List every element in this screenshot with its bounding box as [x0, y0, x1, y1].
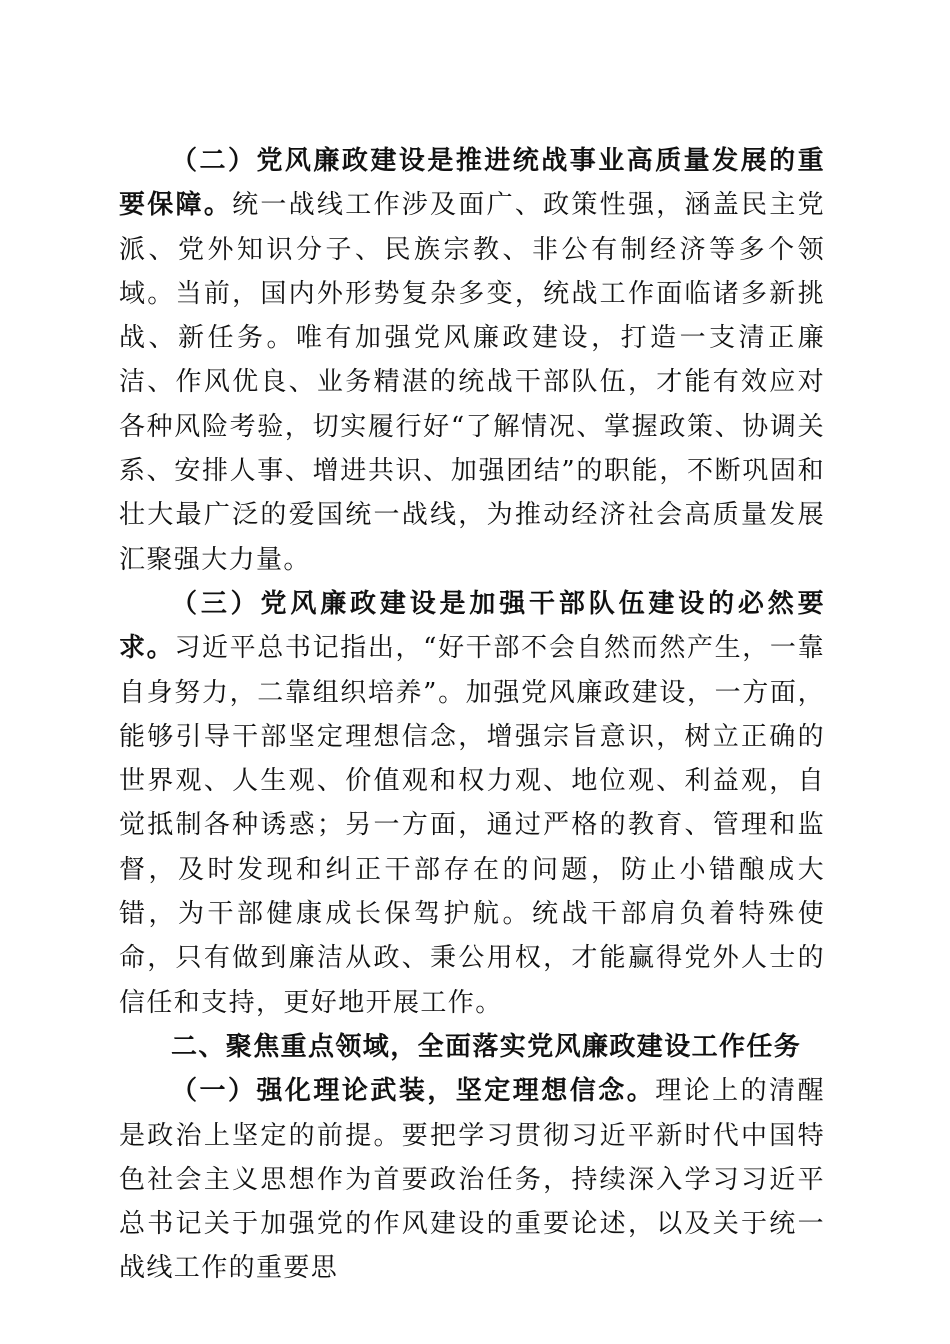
- paragraph-party-conduct-united-front: [119, 139, 825, 582]
- paragraph-cadre-team-building: [119, 582, 825, 1025]
- paragraph-lead-2: （二）党风廉政建设是推进统战事业高质量发展的重要保障。: [119, 146, 825, 221]
- section-heading-2: 二、聚焦重点领域，全面落实党风廉政建设工作任务: [171, 1031, 802, 1062]
- document-body: [119, 139, 825, 1291]
- paragraph-text: 习近平总书记指出，“好干部不会自然而然产生，一靠自身努力，二靠组织培养”。加强党风廉政建设，一方面，能够引导干部坚定理想信念，增强宗旨意识，树立正确的世界观、人生观、价值观和权力观、地位观、利益观，自觉抵制各种诱惑；另一方面，通过严格的教育、管理和监督，及时发现和纠正干部存在的问题，防止小错酿成大错，为干部健康成长保驾护航。统战干部肩负着特殊使命，只有做到廉洁从政、秉公用权，才能赢得党外人士的信任和支持，更好地开展工作。: [119, 633, 825, 1018]
- paragraph-text: 统一战线工作涉及面广、政策性强，涵盖民主党派、党外知识分子、民族宗教、非公有制经济等多个领域。当前，国内外形势复杂多变，统战工作面临诸多新挑战、新任务。唯有加强党风廉政建设，打造一支清正廉洁、作风优良、业务精湛的统战干部队伍，才能有效应对各种风险考验，切实履行好“了解情况、掌握政策、协调关系、安排人事、增进共识、加强团结”的职能，不断巩固和壮大最广泛的爱国统一战线，为推动经济社会高质量发展汇聚强大力量。: [119, 190, 825, 575]
- paragraph-lead-1: （一）强化理论武装，坚定理想信念。: [171, 1076, 656, 1107]
- paragraph-text: 理论上的清醒是政治上坚定的前提。要把学习贯彻习近平新时代中国特色社会主义思想作为首要政治任务，持续深入学习习近平总书记关于加强党的作风建设的重要论述，以及关于统一战线工作的重要思: [119, 1076, 825, 1284]
- paragraph-theoretical-armament: [119, 1069, 825, 1290]
- paragraph-lead-3: （三）党风廉政建设是加强干部队伍建设的必然要求。: [119, 588, 825, 664]
